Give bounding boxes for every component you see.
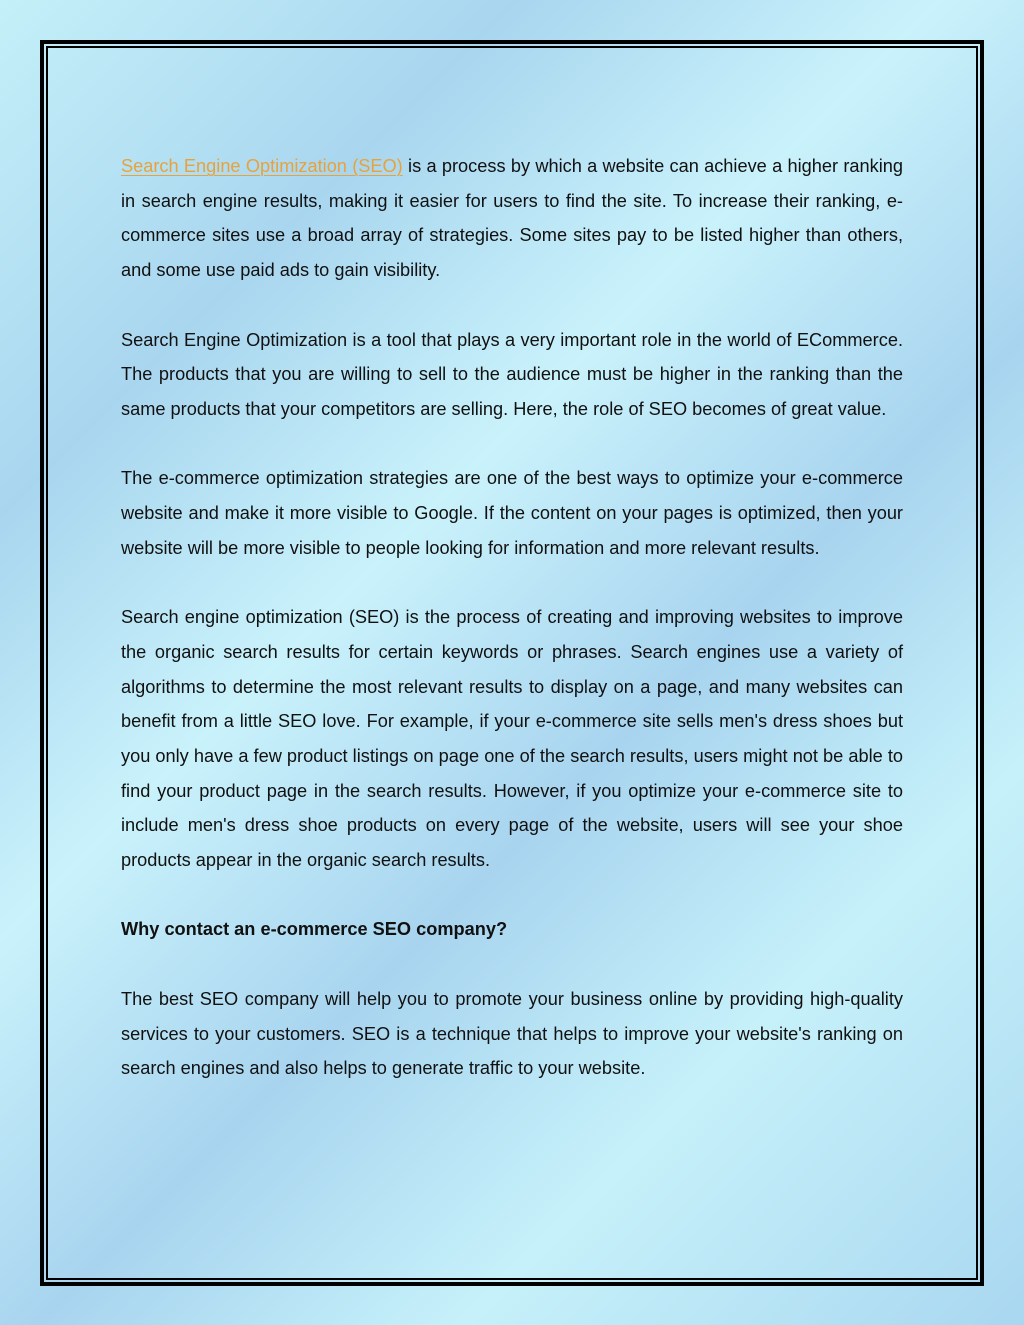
seo-link[interactable]: Search Engine Optimization (SEO) [121,156,403,176]
section-heading: Why contact an e-commerce SEO company? [121,919,508,940]
paragraph-2: Search Engine Optimization is a tool that plays a very important role in the world of ECommerce. The products that you are willing to sell to the audience must be higher in the ranking than the same products that your competitors are selling. Here, the role of SEO becomes of great value. [121,329,903,419]
paragraph-5: The best SEO company will help you to promote your business online by providing high-quality services to your customers. SEO is a technique that helps to improve your website's ranking on search engines and also helps to generate traffic to your website. [121,988,903,1079]
paragraph-3: The e-commerce optimization strategies are one of the best ways to optimize your e-commerce website and make it more visible to Google. If the content on your pages is optimized, then your website will be more visible to people looking for information and more relevant results. [121,468,903,558]
paragraph-4: Search engine optimization (SEO) is the process of creating and improving websites to improve the organic search results for certain keywords or phrases. Search engines use a variety of algorithms to determine the most relevant results to display on a page, and many websites can benefit from a little SEO love. For example, if your e-commerce site sells men's dress shoes but you only have a few product listings on page one of the search results, users might not be able to find your product page in the search results. However, if you optimize your e-commerce site to include men's dress shoe products on every page of the website, users will see your shoe products appear in the organic search results. [121,607,903,871]
paragraph-1-text: is a process by which a website can achieve a higher ranking in search engine results, making it easier for users to find the site. To increase their ranking, e-commerce sites use a broad array of strategies. Some sites pay to be listed higher than others, and some use paid ads to gain visibility. [121,156,903,281]
document-body [121,149,903,1086]
paragraph-1 [121,149,903,288]
